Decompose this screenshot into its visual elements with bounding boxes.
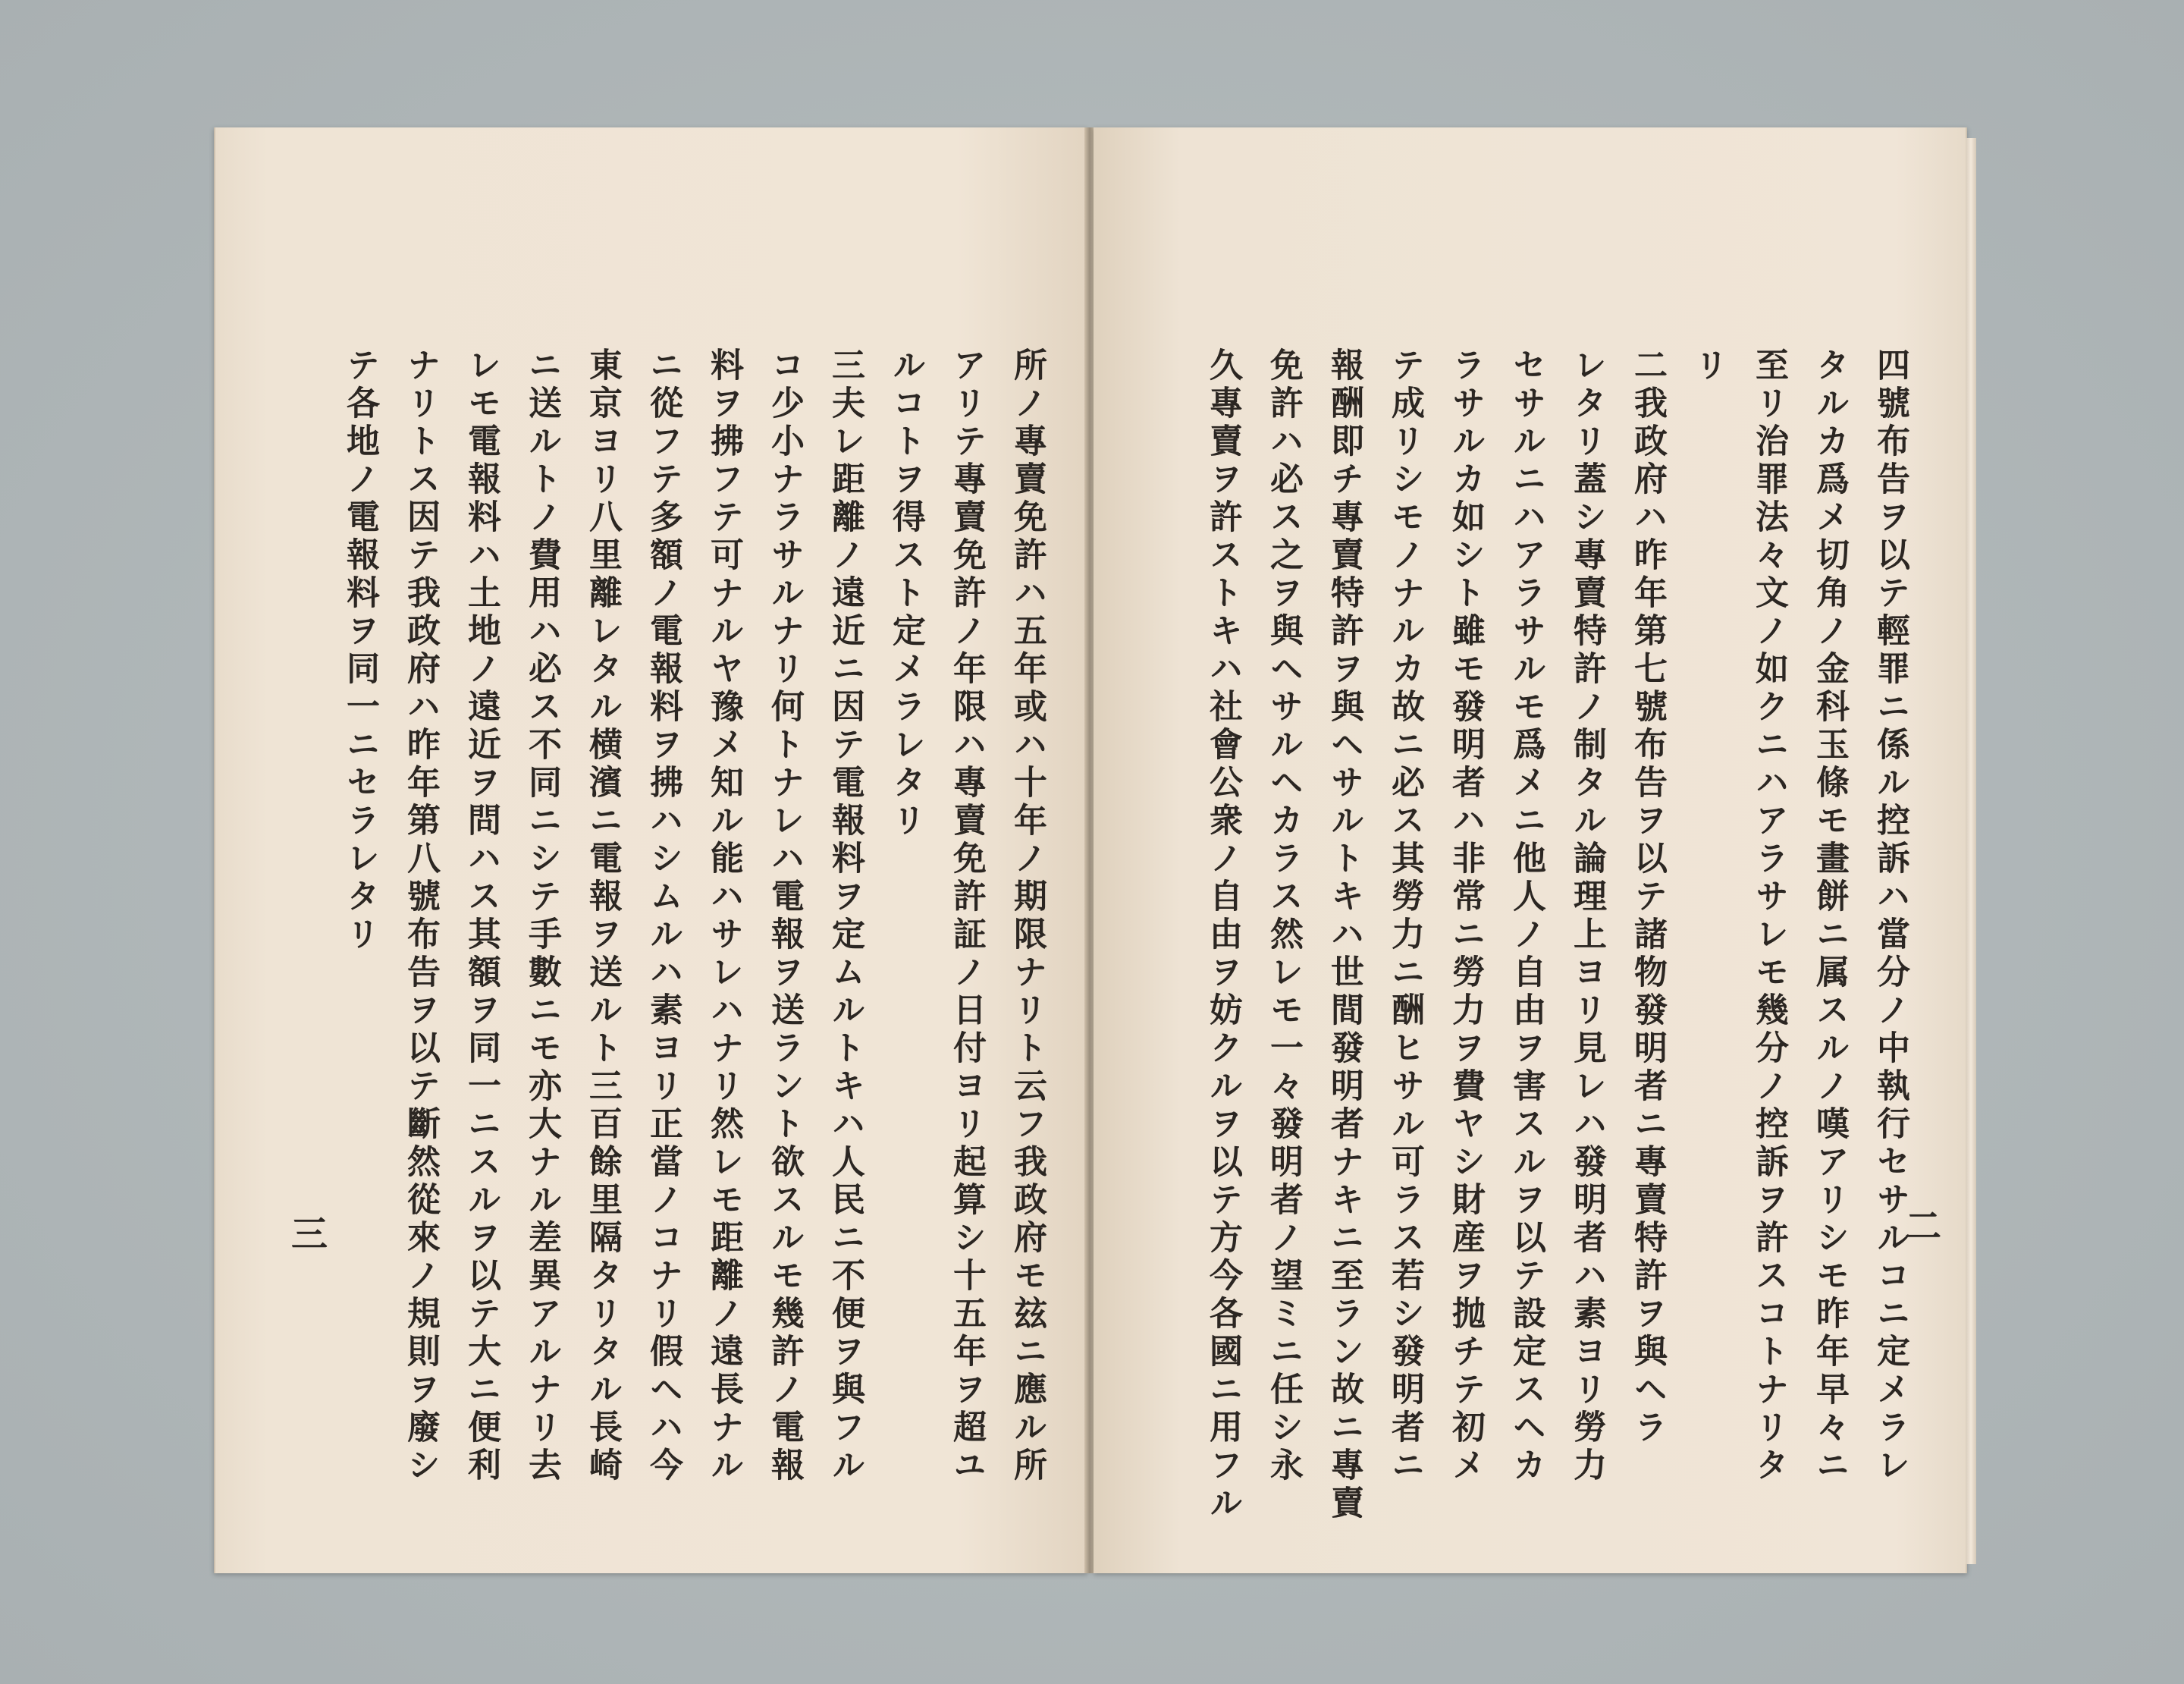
text-column: 四號布告ヲ以テ輕罪ニ係ル控訴ハ當分ノ中執行セサルコニ定メラレ <box>1871 347 1909 1485</box>
text-column: コ少小ナラサルナリ何トナレハ電報ヲ送ラント欲スルモ幾許ノ電報 <box>765 347 804 1485</box>
text-column: 免許ハ必ス之ヲ與ヘサルヘカラス然レモ一々發明者ノ望ミニ任シ永 <box>1264 347 1303 1485</box>
text-column: ルコトヲ得スト定メラレタリ <box>886 347 925 840</box>
text-column: 報酬即チ專賣特許ヲ與ヘサルトキハ世間發明者ナキニ至ラン故ニ專賣 <box>1325 347 1363 1523</box>
text-column: セサルニハアラサルモ爲メニ他人ノ自由ヲ害スルヲ以テ設定スヘカ <box>1507 347 1545 1485</box>
text-column: 二我政府ハ昨年第七號布告ヲ以テ諸物發明者ニ專賣特許ヲ與ヘラ <box>1628 347 1667 1447</box>
text-column: 三夫レ距離ノ遠近ニ因テ電報料ヲ定ムルトキハ人民ニ不便ヲ與フル <box>826 347 864 1485</box>
open-book <box>214 127 1975 1573</box>
page-number: 三 <box>291 1213 328 1255</box>
text-column: ニ從フテ多額ノ電報料ヲ拂ハシムルハ素ヨリ正當ノコナリ假ヘハ今 <box>644 347 682 1485</box>
page-edge <box>1966 138 1976 1564</box>
text-column: レタリ蓋シ專賣特許ノ制タル論理上ヨリ見レハ發明者ハ素ヨリ勞力 <box>1567 347 1606 1485</box>
right-text-block <box>1192 347 1920 1576</box>
left-page <box>214 127 1087 1573</box>
text-column: レモ電報料ハ土地ノ遠近ヲ問ハス其額ヲ同一ニスルヲ以テ大ニ便利 <box>462 347 500 1485</box>
right-page <box>1094 127 1967 1573</box>
text-column: 所ノ專賣免許ハ五年或ハ十年ノ期限ナリト云フ我政府モ玆ニ應ル所 <box>1008 347 1046 1485</box>
text-column: アリテ專賣免許ノ年限ハ專賣免許証ノ日付ヨリ起算シ十五年ヲ超ユ <box>947 347 986 1485</box>
text-column: 至リ治罪法々文ノ如クニハアラサレモ幾分ノ控訴ヲ許スコトナリタ <box>1749 347 1788 1485</box>
text-column: タルカ爲メ切角ノ金科玉條モ畫餅ニ属スルノ嘆アリシモ昨年早々ニ <box>1810 347 1849 1485</box>
page-number: 二 <box>1905 1205 1942 1248</box>
text-column: テ各地ノ電報料ヲ同一ニセラレタリ <box>340 347 379 954</box>
text-column: ラサルカ如シト雖モ發明者ハ非常ニ勞力ヲ費ヤシ財産ヲ抛チテ初メ <box>1446 347 1485 1485</box>
text-column: リ <box>1689 347 1727 385</box>
text-column: 料ヲ拂フテ可ナルヤ豫メ知ル能ハサレハナリ然レモ距離ノ遠長ナル <box>704 347 743 1485</box>
text-column: 久專賣ヲ許ストキハ社會公衆ノ自由ヲ妨クルヲ以テ方今各國ニ用フル <box>1203 347 1242 1523</box>
left-text-block <box>329 347 1057 1576</box>
text-column: ナリトス因テ我政府ハ昨年第八號布告ヲ以テ斷然從來ノ規則ヲ廢シ <box>401 347 440 1485</box>
text-column: ニ送ルトノ費用ハ必ス不同ニシテ手數ニモ亦大ナル差異アルナリ去 <box>522 347 561 1485</box>
text-column: 東京ヨリ八里離レタル横濱ニ電報ヲ送ルト三百餘里隔タリタル長崎 <box>583 347 622 1485</box>
text-column: テ成リシモノナルカ故ニ必ス其勞力ニ酬ヒサル可ラス若シ發明者ニ <box>1385 347 1424 1485</box>
